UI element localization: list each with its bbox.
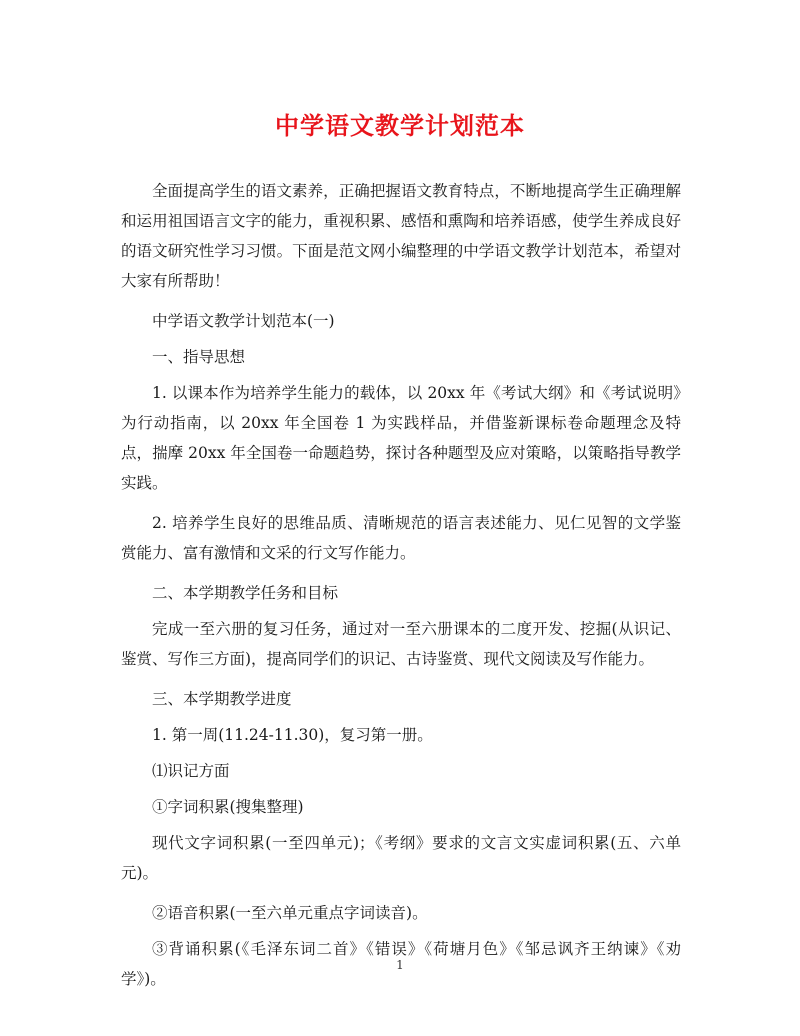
guiding-point-2: 2. 培养学生良好的思维品质、清晰规范的语言表述能力、见仁见智的文学鉴赏能力、富有激情和文采的行文写作能力。 bbox=[121, 514, 681, 562]
document-title: 中学语文教学计划范本 bbox=[275, 111, 525, 140]
memorization-heading: ⑴识记方面 bbox=[152, 762, 230, 780]
vocabulary-item: ①字词积累(搜集整理) bbox=[152, 798, 304, 816]
intro-paragraph: 全面提高学生的语文素养，正确把握语文教育特点，不断地提高学生正确理解和运用祖国语言文字的能力，重视积累、感悟和熏陶和培养语感，使学生养成良好的语文研究性学习习惯。下面是范文网小编整理的中学语文教学计划范本，希望对大家有所帮助！ bbox=[121, 182, 681, 290]
document-body bbox=[121, 176, 681, 1004]
heading-schedule: 三、本学期教学进度 bbox=[152, 690, 292, 708]
heading-guiding-ideology: 一、指导思想 bbox=[152, 348, 246, 366]
tasks-paragraph: 完成一至六册的复习任务，通过对一至六册课本的二度开发、挖掘(从识记、鉴赏、写作三方面)，提高同学们的识记、古诗鉴赏、现代文阅读及写作能力。 bbox=[121, 620, 681, 668]
page-number: 1 bbox=[396, 958, 404, 972]
recitation-item: ③背诵积累(《毛泽东词二首》《错误》《荷塘月色》《邹忌讽齐王纳谏》《劝学》)。 bbox=[121, 940, 681, 988]
vocabulary-detail: 现代文字词积累(一至四单元)；《考纲》要求的文言文实虚词积累(五、六单元)。 bbox=[121, 834, 681, 882]
guiding-point-1: 1. 以课本作为培养学生能力的载体，以 20xx 年《考试大纲》和《考试说明》为行动指南，以 20xx 年全国卷 1 为实践样品，并借鉴新课标卷命题理念及特点，揣摩 20xx 年全国卷一命题趋势，探讨各种题型及应对策略，以策略指导教学实践。 bbox=[121, 384, 681, 492]
pronunciation-item: ②语音积累(一至六单元重点字词读音)。 bbox=[152, 904, 428, 922]
section-subtitle: 中学语文教学计划范本(一) bbox=[152, 312, 335, 330]
schedule-week-1: 1. 第一周(11.24-11.30)，复习第一册。 bbox=[152, 726, 433, 744]
heading-tasks-goals: 二、本学期教学任务和目标 bbox=[152, 584, 339, 602]
